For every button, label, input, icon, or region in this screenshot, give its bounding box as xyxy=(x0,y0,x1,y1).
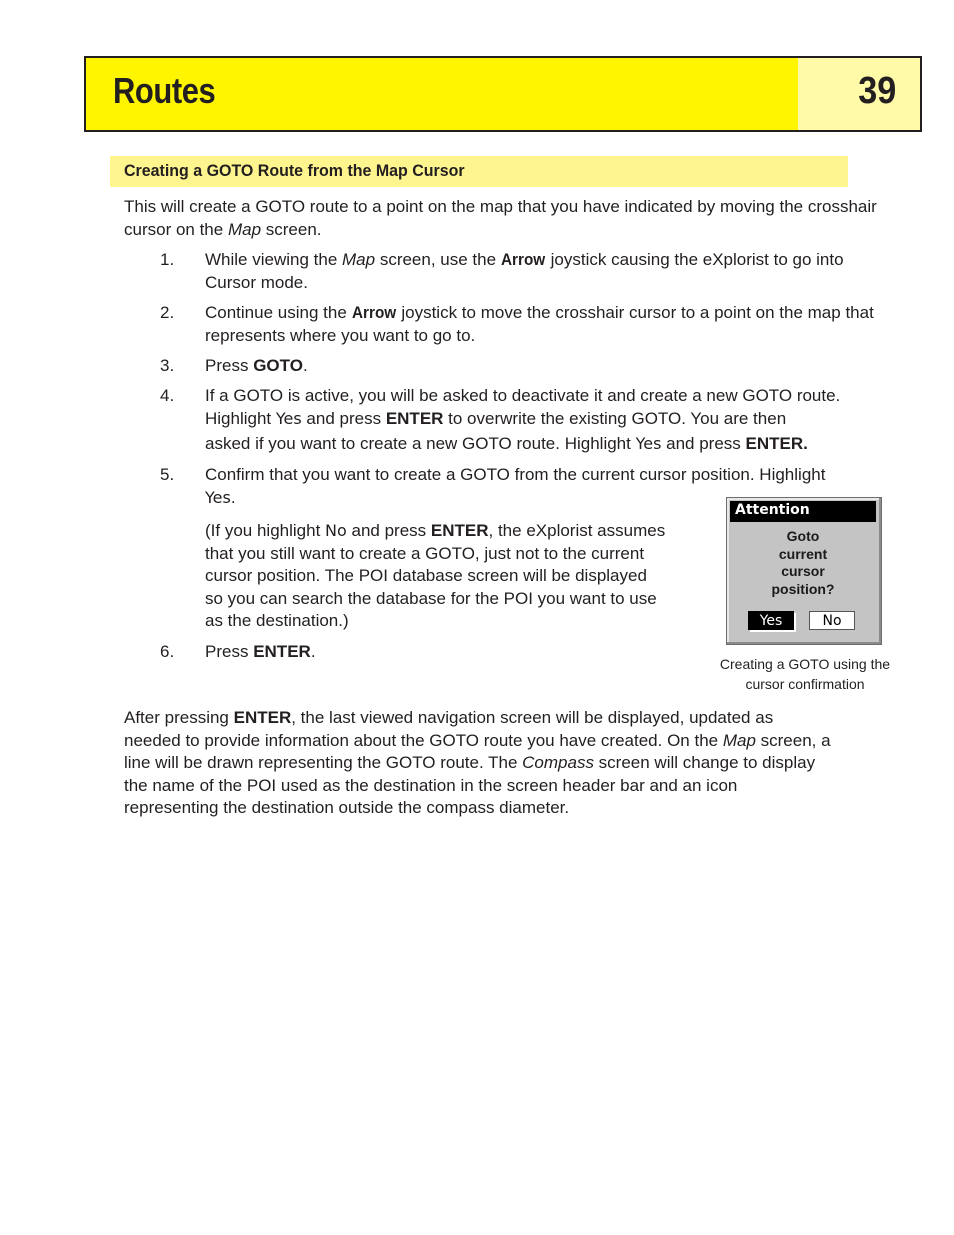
step-number: 3. xyxy=(160,356,175,375)
step-number: 6. xyxy=(160,642,175,661)
step-5-note: (If you highlight No and press ENTER, the eXplorist assumes that you still want to create a GOTO, just not to the current cursor position. The POI database screen will be displayed so you can search the database for the POI you want to use as the destination.) xyxy=(205,521,666,630)
step-number: 5. xyxy=(160,465,175,484)
chapter-title: Routes xyxy=(113,70,216,111)
step-1-text: While viewing the Map screen, use the Arrow joystick causing the eXplorist to go into Cursor mode. xyxy=(205,250,844,292)
page-number: 39 xyxy=(857,70,896,112)
chapter-header xyxy=(84,56,922,132)
step-2-text: Continue using the Arrow joystick to move the crosshair cursor to a point on the map that represents where you want to go to. xyxy=(205,303,874,345)
dialog-message: Goto current cursor position? xyxy=(771,528,835,597)
step-number: 2. xyxy=(160,303,175,322)
section-heading: Creating a GOTO Route from the Map Cursor xyxy=(124,161,465,180)
attention-dialog-screenshot xyxy=(726,497,882,645)
dialog-no-button: No xyxy=(809,611,855,630)
dialog-title-bar xyxy=(730,501,876,522)
step-3-text: Press GOTO. xyxy=(205,356,308,375)
step-6-text: Press ENTER. xyxy=(205,642,316,661)
step-number: 4. xyxy=(160,386,175,405)
step-5-text: Confirm that you want to create a GOTO from the current cursor position. Highlight Yes. xyxy=(205,465,826,507)
step-number: 1. xyxy=(160,250,175,269)
intro-paragraph: This will create a GOTO route to a point on the map that you have indicated by moving the crosshair cursor on the Map screen. xyxy=(124,197,877,239)
dialog-yes-button: Yes xyxy=(748,611,794,630)
step-4-text: If a GOTO is active, you will be asked to deactivate it and create a new GOTO route. Highlight Yes and press ENTER to overwrite the existing GOTO. You are then asked if you want to create a new GOTO route. Highlight Yes and press ENTER. xyxy=(205,386,841,453)
figure-caption: Creating a GOTO using the cursor confirmation xyxy=(719,656,891,692)
section-heading-bar xyxy=(110,156,848,187)
dialog-title: Attention xyxy=(735,502,810,518)
page-number-box xyxy=(798,58,920,130)
after-paragraph: After pressing ENTER, the last viewed navigation screen will be displayed, updated as needed to provide information about the GOTO route you have created. On the Map screen, a line will be drawn representing the GOTO route. The Compass screen will change to display the name of the POI used as the destination in the screen header bar and an icon representing the destination outside the compass diameter. xyxy=(124,708,831,817)
